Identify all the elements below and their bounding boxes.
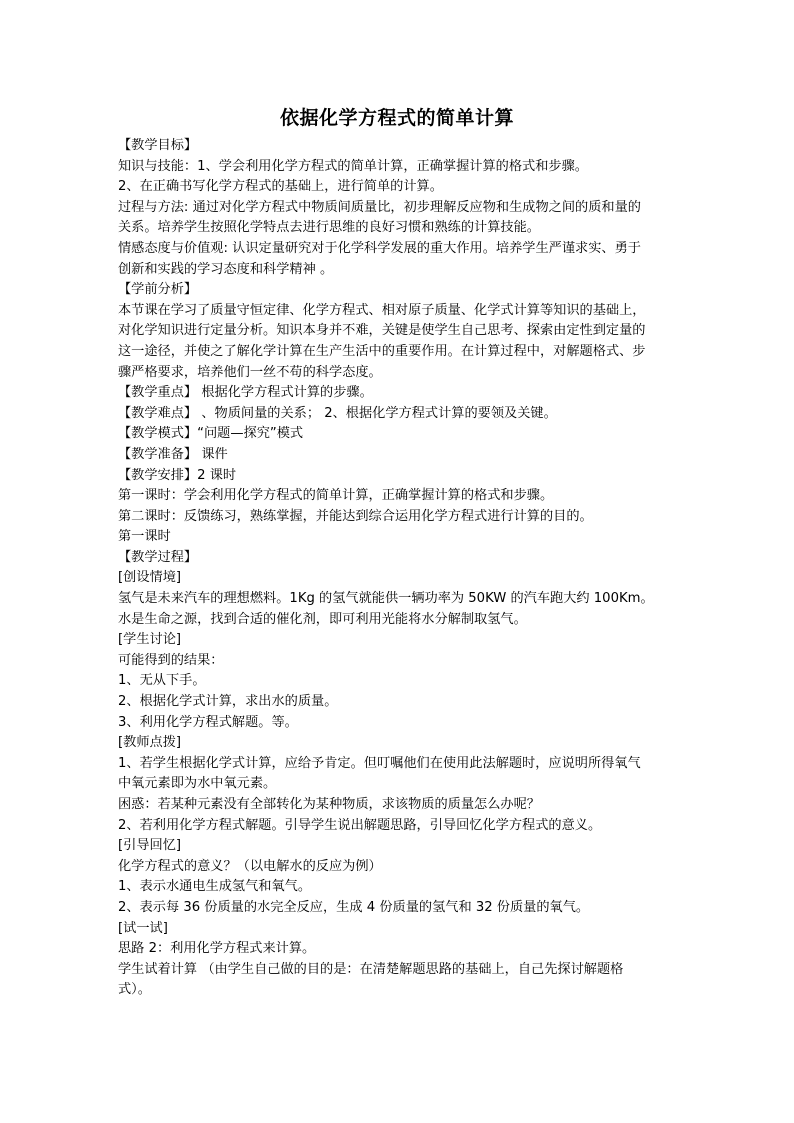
subsection-heading: [学生讨论]: [118, 632, 182, 648]
subsection-heading: [试一试]: [118, 920, 168, 936]
section-heading-preparation: 【教学准备】 课件: [118, 446, 228, 462]
text-line: 学生试着计算 （由学生自己做的目的是：在清楚解题思路的基础上，自己先探讨解题格: [118, 961, 624, 977]
section-heading-key-points: 【教学重点】 根据化学方程式计算的步骤。: [118, 385, 373, 401]
text-line: 思路 2：利用化学方程式来计算。: [118, 941, 316, 957]
section-heading-mode: 【教学模式】“问题—探究”模式: [118, 426, 304, 442]
text-line: 第二课时：反馈练习，熟练掌握，并能达到综合运用化学方程式进行计算的目的。: [118, 508, 593, 524]
text-line: 化学方程式的意义？（以电解水的反应为例）: [118, 858, 382, 874]
section-heading-analysis: 【学前分析】: [118, 282, 198, 298]
text-line: 骤严格要求，培养他们一丝不苟的科学态度。: [118, 364, 382, 380]
text-line: 1、若学生根据化学式计算，应给予肯定。但叮嘱他们在使用此法解题时，应说明所得氧气: [118, 755, 641, 771]
text-line: 式）。: [118, 982, 151, 998]
subsection-heading: [创设情境]: [118, 570, 182, 586]
text-line: 对化学知识进行定量分析。知识本身并不难，关键是使学生自己思考、探索由定性到定量的: [118, 323, 646, 339]
text-line: 3、利用化学方程式解题。等。: [118, 714, 298, 730]
text-line: 2、根据化学式计算，求出水的质量。: [118, 694, 338, 710]
section-heading-objectives: 【教学目标】: [118, 138, 198, 153]
subsection-heading: [教师点拨]: [118, 735, 182, 751]
text-line: 本节课在学习了质量守恒定律、化学方程式、相对原子质量、化学式计算等知识的基础上，: [118, 302, 646, 318]
document-body: [118, 136, 678, 1001]
text-line: 关系。培养学生按照化学特点去进行思维的良好习惯和熟练的计算技能。: [118, 220, 540, 236]
text-line: 知识与技能：1、学会利用化学方程式的简单计算，正确掌握计算的格式和步骤。: [118, 158, 588, 174]
text-line: 过程与方法: 通过对化学方程式中物质间质量比，初步理解反应物和生成物之间的质和量的: [118, 199, 641, 215]
text-line: 困惑：若某种元素没有全部转化为某种物质，求该物质的质量怎么办呢？: [118, 797, 540, 812]
text-line: 中氧元素即为水中氧元素。: [118, 776, 277, 792]
text-line: 第一课时：学会利用化学方程式的简单计算，正确掌握计算的格式和步骤。: [118, 488, 554, 504]
text-line: 情感态度与价值观: 认识定量研究对于化学科学发展的重大作用。培养学生严谨求实、勇于: [118, 240, 641, 256]
text-line: 水是生命之源，找到合适的催化剂，即可利用光能将水分解制取氢气。: [118, 611, 527, 627]
section-heading-difficulties: 【教学难点】 、物质间量的关系； 2、根据化学方程式计算的要领及关键。: [118, 405, 557, 421]
text-line: 创新和实践的学习态度和科学精神 。: [118, 261, 334, 277]
subsection-heading: [引导回忆]: [118, 838, 182, 854]
text-line: 1、表示水通电生成氢气和氧气。: [118, 879, 312, 895]
text-line: 2、若利用化学方程式解题。引导学生说出解题思路，引导回忆化学方程式的意义。: [118, 817, 602, 833]
text-line: 2、表示每 36 份质量的水完全反应，生成 4 份质量的氢气和 32 份质量的氧气。: [118, 899, 590, 915]
text-line: 2、在正确书写化学方程式的基础上，进行简单的计算。: [118, 179, 443, 195]
section-heading-schedule: 【教学安排】2 课时: [118, 467, 237, 483]
text-line: 可能得到的结果：: [118, 652, 224, 668]
document-title: 依据化学方程式的简单计算: [279, 107, 514, 129]
section-heading-process: 【教学过程】: [118, 549, 198, 565]
text-line: 这一途径，并使之了解化学计算在生产生活中的重要作用。在计算过程中，对解题格式、步: [118, 343, 646, 359]
text-line: 1、无从下手。: [118, 673, 206, 689]
text-line: 氢气是未来汽车的理想燃料。1Kg 的氢气就能供一辆功率为 50KW 的汽车跑大约 100Km。: [118, 591, 654, 607]
text-line: 第一课时: [118, 529, 171, 545]
